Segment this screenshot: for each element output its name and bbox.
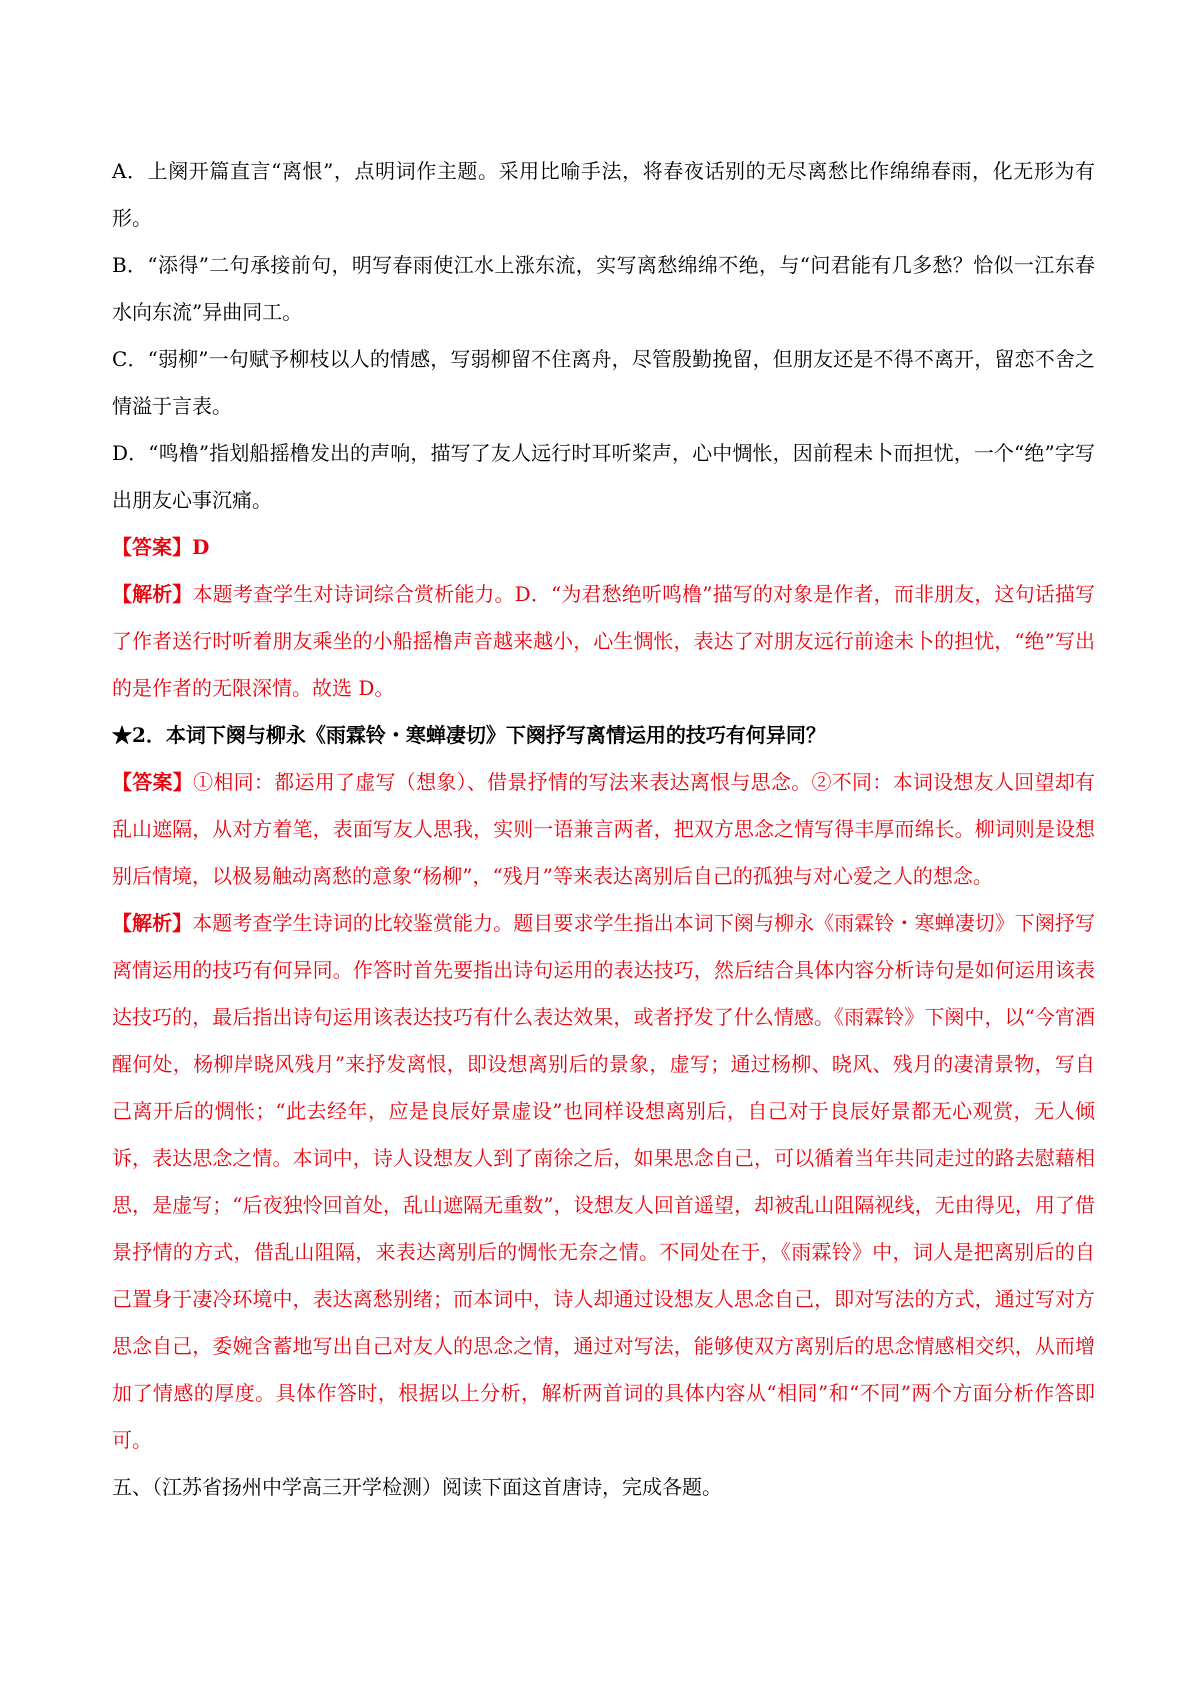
section-5-heading: 五、（江苏省扬州中学高三开学检测）阅读下面这首唐诗，完成各题。 <box>112 1475 722 1499</box>
q2-answer <box>112 759 1095 900</box>
q2-answer-text: ①相同：都运用了虚写（想象）、借景抒情的写法来表达离恨与思念。②不同：本词设想友人回望却有乱山遮隔，从对方着笔，表面写友人思我，实则一语兼言两者，把双方思念之情写得丰厚而绵长。柳词则是设想别后情境，以极易触动离愁的意象“杨柳”，“残月”等来表达离别后自己的孤独与对心爱之人的想念。 <box>112 770 1096 888</box>
q2-analysis-tag: 【解析】 <box>112 911 193 935</box>
option-a: A．上阕开篇直言“离恨”，点明词作主题。采用比喻手法，将春夜话别的无尽离愁比作绵绵春雨，化无形为有形。 <box>112 159 1095 230</box>
q1-answer <box>112 524 1095 571</box>
q1-answer-value: D <box>192 535 210 559</box>
q2-analysis <box>112 900 1095 1464</box>
option-d: D．“鸣橹”指划船摇橹发出的声响，描写了友人远行时耳听桨声，心中惆怅，因前程未卜而担忧，一个“绝”字写出朋友心事沉痛。 <box>112 441 1095 512</box>
q2-analysis-text: 本题考查学生诗词的比较鉴赏能力。题目要求学生指出本词下阕与柳永《雨霖铃・寒蝉凄切》下阕抒写离情运用的技巧有何异同。作答时首先要指出诗句运用的表达技巧，然后结合具体内容分析诗句是如何运用该表达技巧的，最后指出诗句运用该表达技巧有什么表达效果，或者抒发了什么情感。《雨霖铃》下阕中，以“今宵酒醒何处，杨柳岸晓风残月”来抒发离恨，即设想离别后的景象，虚写；通过杨柳、晓风、残月的凄清景物，写自己离开后的惆怅；“此去经年，应是良辰好景虚设”也同样设想离别后，自己对于良辰好景都无心观赏，无人倾诉，表达思念之情。本词中，诗人设想友人到了南徐之后，如果思念自己，可以循着当年共同走过的路去慰藉相思，是虚写；“后夜独怜回首处，乱山遮隔无重数”，设想友人回首遥望，却被乱山阻隔视线，无由得见，用了借景抒情的方式，借乱山阻隔，来表达离别后的惆怅无奈之情。不同处在于，《雨霖铃》中，词人是把离别后的自己置身于凄冷环境中，表达离愁别绪；而本词中，诗人却通过设想友人思念自己，即对写法的方式，通过写对方思念自己，委婉含蓄地写出自己对友人的思念之情，通过对写法，能够使双方离别后的思念情感相交织，从而增加了情感的厚度。具体作答时，根据以上分析，解析两首词的具体内容从“相同”和“不同”两个方面分析作答即可。 <box>112 911 1095 1452</box>
q1-analysis-text: 本题考查学生对诗词综合赏析能力。D．“为君愁绝听鸣橹”描写的对象是作者，而非朋友，这句话描写了作者送行时听着朋友乘坐的小船摇橹声音越来越小，心生惆怅，表达了对朋友远行前途未卜的担忧，“绝”写出的是作者的无限深情。故选 D。 <box>112 582 1096 700</box>
option-c: C．“弱柳”一句赋予柳枝以人的情感，写弱柳留不住离舟，尽管殷勤挽留，但朋友还是不得不离开，留恋不舍之情溢于言表。 <box>112 347 1095 418</box>
document-page <box>112 148 1095 1511</box>
q2-answer-tag: 【答案】 <box>112 770 194 794</box>
option-b: B．“添得”二句承接前句，明写春雨使江水上涨东流，实写离愁绵绵不绝，与“问君能有几多愁？恰似一江东春水向东流”异曲同工。 <box>112 253 1095 324</box>
q1-analysis <box>112 571 1095 712</box>
q2-question: ★2．本词下阕与柳永《雨霖铃・寒蝉凄切》下阕抒写离情运用的技巧有何异同？ <box>112 723 826 747</box>
q1-answer-tag: 【答案】 <box>112 535 192 559</box>
q1-analysis-tag: 【解析】 <box>112 582 193 606</box>
